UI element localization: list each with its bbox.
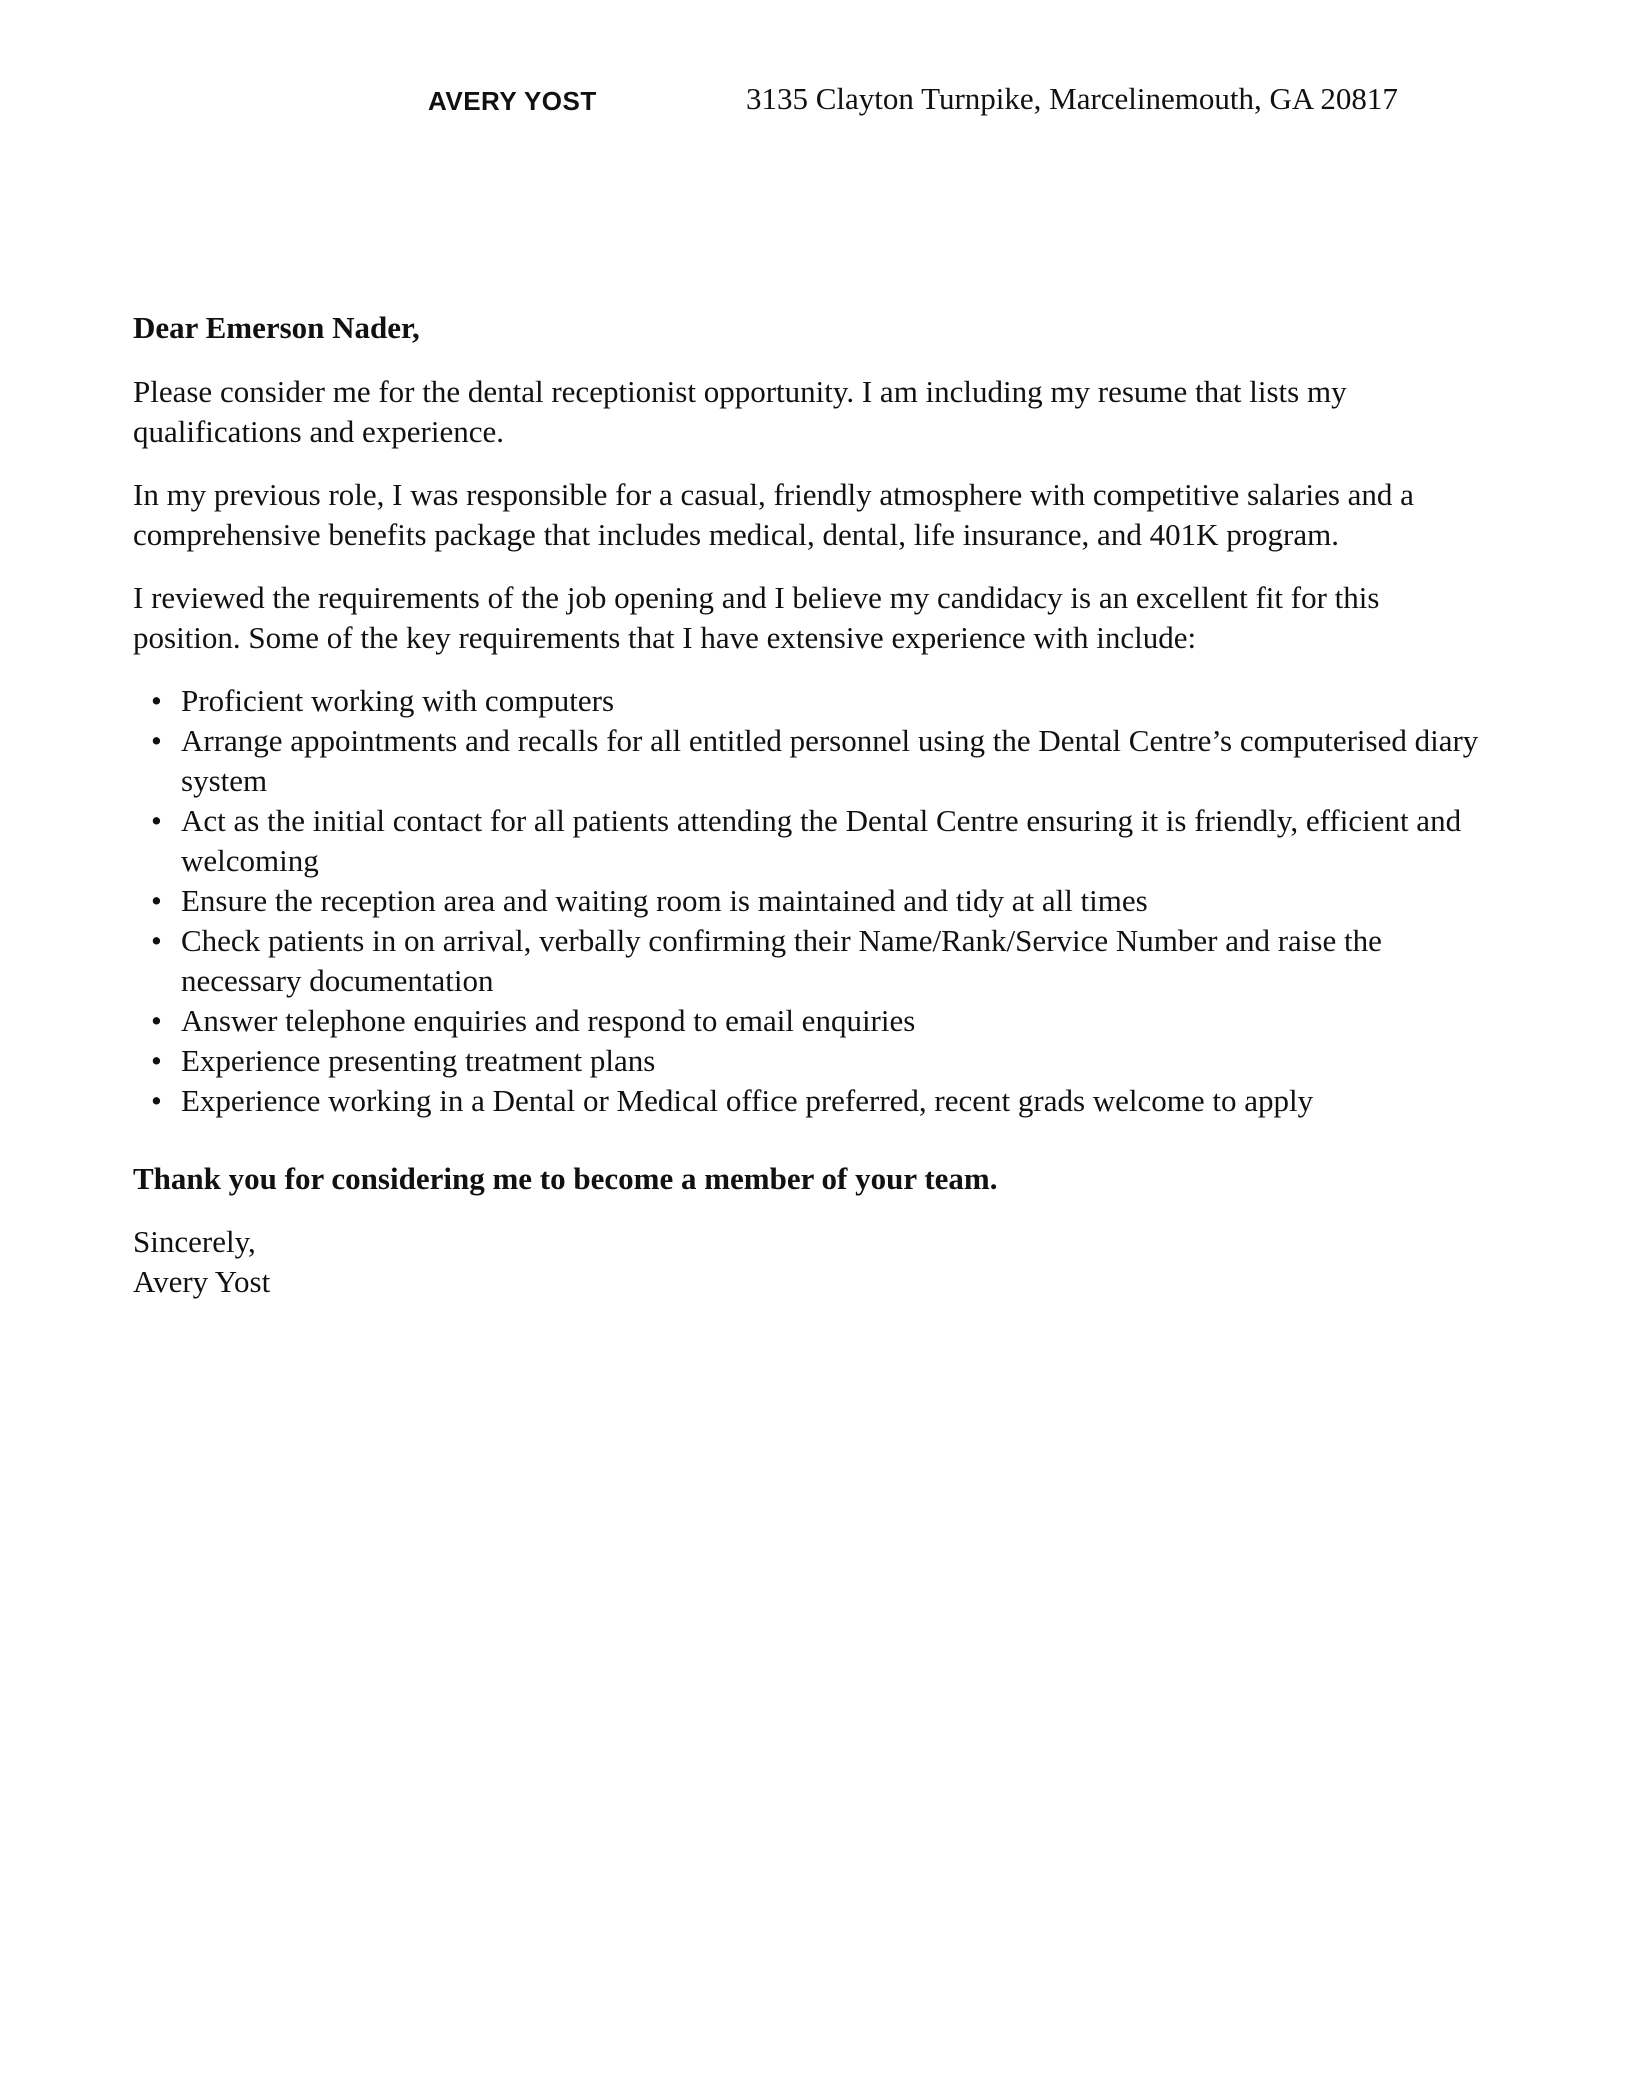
signature-name: Avery Yost — [133, 1264, 271, 1299]
salutation: Dear Emerson Nader, — [133, 310, 420, 345]
list-item-text: Arrange appointments and recalls for all entitled personnel using the Dental Centre’s computerised diary system — [181, 723, 1479, 798]
list-item — [151, 681, 1493, 721]
bullet-icon: • — [151, 683, 162, 718]
list-item-text: Act as the initial contact for all patients attending the Dental Centre ensuring it is friendly, efficient and welcoming — [181, 803, 1462, 878]
list-item — [151, 1081, 1493, 1121]
paragraph-previous-role: In my previous role, I was responsible for a casual, friendly atmosphere with competitive salaries and a comprehensive benefits package that includes medical, dental, life insurance, and 401K program. — [133, 477, 1414, 552]
closing: Sincerely, — [133, 1224, 256, 1259]
list-item-text: Experience working in a Dental or Medical office preferred, recent grads welcome to apply — [181, 1083, 1314, 1118]
paragraph-requirements-intro: I reviewed the requirements of the job opening and I believe my candidacy is an excellent fit for this position. Some of the key requirements that I have extensive experience with include: — [133, 580, 1380, 655]
list-item-text: Ensure the reception area and waiting room is maintained and tidy at all times — [181, 883, 1148, 918]
list-item — [151, 1041, 1493, 1081]
list-item-text: Answer telephone enquiries and respond to email enquiries — [181, 1003, 916, 1038]
list-item — [151, 721, 1493, 801]
bullet-icon: • — [151, 923, 162, 958]
bullet-icon: • — [151, 883, 162, 918]
sender-name: AVERY YOST — [428, 86, 597, 116]
bullet-icon: • — [151, 1043, 162, 1078]
requirements-list — [133, 681, 1493, 1121]
list-item-text: Proficient working with computers — [181, 683, 615, 718]
list-item — [151, 1001, 1493, 1041]
bullet-icon: • — [151, 1003, 162, 1038]
paragraph-intro: Please consider me for the dental receptionist opportunity. I am including my resume that lists my qualifications and experience. — [133, 374, 1347, 449]
bullet-icon: • — [151, 723, 162, 758]
bullet-icon: • — [151, 1083, 162, 1118]
list-item-text: Experience presenting treatment plans — [181, 1043, 656, 1078]
list-item — [151, 921, 1493, 1001]
sender-address: 3135 Clayton Turnpike, Marcelinemouth, GA 20817 — [746, 81, 1398, 116]
letter-header — [0, 81, 1632, 124]
letter-body — [133, 308, 1493, 1302]
list-item-text: Check patients in on arrival, verbally confirming their Name/Rank/Service Number and raise the necessary documentation — [181, 923, 1382, 998]
list-item — [151, 801, 1493, 881]
bullet-icon: • — [151, 803, 162, 838]
list-item — [151, 881, 1493, 921]
thank-you-line: Thank you for considering me to become a member of your team. — [133, 1161, 998, 1196]
